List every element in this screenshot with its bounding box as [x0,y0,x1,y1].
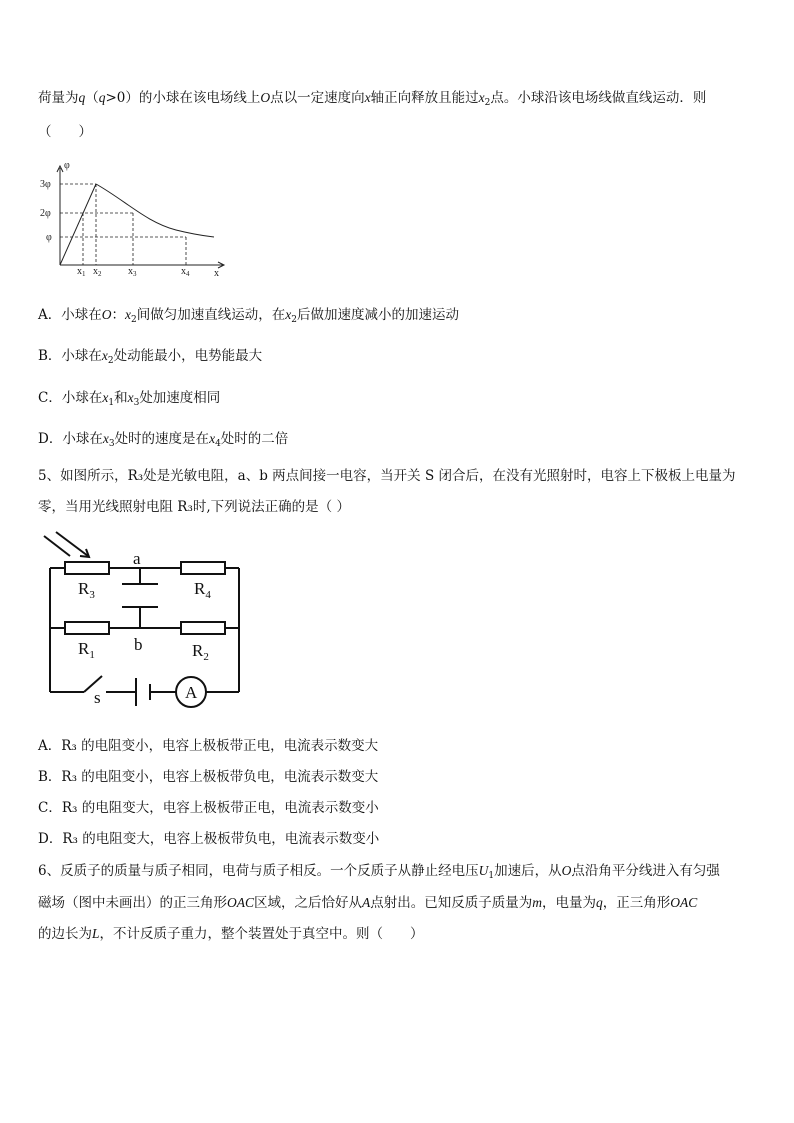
var-q: q [596,895,603,910]
tick-phi: φ [46,232,52,243]
q5-option-c: C．R₃ 的电阻变大，电容上极板带正电，电流表示数变小 [38,800,379,816]
label-ammeter: A [185,683,198,702]
var-O: O [101,307,112,322]
var-x: x [125,307,131,322]
text-segment: 间做匀加速直线运动，在 [136,307,286,323]
linear-segment [60,184,96,265]
var-x: x [285,307,292,322]
text-segment: A．小球在 [38,307,102,323]
q5-option-a: A．R₃ 的电阻变小，电容上极板带正电，电流表示数变大 [38,738,379,754]
var-A: A [362,895,371,910]
resistor-r3 [65,562,109,574]
text-segment: D．小球在 [38,431,103,447]
text-segment: 荷量为 [38,90,79,106]
text-segment: ，电量为 [542,895,596,911]
text-segment: 磁场（图中未画出）的正三角形 [38,895,227,911]
text-segment: 点。小球沿该电场线做直线运动．则 [490,90,707,106]
q6-stem-line2 [38,893,697,913]
subscript: 2 [131,315,137,325]
circuit-diagram [36,530,246,720]
text-segment: 点以一定速度向 [270,90,365,106]
text-segment: B．小球在 [38,348,102,364]
text-segment: 处时的速度是在 [114,431,210,447]
label-s: s [94,688,101,707]
label-r4: $R_4$ [194,579,211,601]
text-segment: >0）的小球在该电场线上 [105,90,261,106]
var-q: q [98,90,106,105]
q4-option-b [38,346,262,371]
q4-stem-line1 [38,88,706,113]
var-O: O [260,90,271,105]
tick-3phi: 3φ [40,179,51,190]
var-x: x [364,90,371,105]
label-r1: $R_1$ [78,639,95,661]
text-segment: 和 [114,390,128,406]
resistor-r4 [181,562,225,574]
var-O: O [561,863,572,878]
q6-stem-line3 [38,924,424,944]
q4-option-c [38,388,220,413]
q4-stem-line2: （ ） [38,124,92,140]
q5-option-d: D．R₃ 的电阻变大，电容上极板带负电，电流表示数变小 [38,831,380,847]
var-L: L [92,926,100,941]
label-b: b [134,635,143,654]
text-segment: 6、反质子的质量与质子相同，电荷与质子相反。一个反质子从静止经电压 [38,863,479,879]
label-r3: $R_3$ [78,579,95,601]
text-segment: ，正三角形 [602,895,671,911]
tick-x4: $x_4$ [181,266,190,278]
tick-2phi: 2φ [40,208,51,219]
tick-x2: $x_2$ [93,266,102,278]
text-segment: ： [111,307,125,323]
label-r2: $R_2$ [192,641,209,663]
q4-option-d [38,429,288,454]
label-a: a [133,549,141,568]
potential-graph [36,156,236,281]
subscript: 4 [215,439,221,449]
text-segment: 轴正向释放且能过 [370,90,479,106]
text-segment: C．小球在 [38,390,103,406]
y-axis-label: φ [64,160,70,171]
var-x: x [478,90,485,105]
text-segment: 加速后，从 [494,863,562,879]
text-segment: 区域，之后恰好从 [254,895,362,911]
q5-stem-line1: 5、如图所示，R₃处是光敏电阻，a、b 两点间接一电容，当开关 S 闭合后，在没有光照射时，电容上下极板上电量为 [38,468,736,484]
decay-curve [96,184,214,237]
text-segment: 的边长为 [38,926,92,942]
subscript: 1 [488,871,495,881]
x-axis-label: x [214,268,219,279]
resistor-r2 [181,622,225,634]
light-ray [56,532,88,556]
text-segment: 处加速度相同 [139,390,221,406]
var-x: x [102,390,109,405]
q5-option-b: B．R₃ 的电阻变小，电容上极板带负电，电流表示数变大 [38,769,379,785]
q5-stem-line2: 零，当用光线照射电阻 R₃时,下列说法正确的是（ ） [38,499,350,515]
resistor-r1 [65,622,109,634]
text-segment: 后做加速度减小的加速运动 [296,307,459,323]
text-segment: 点射出。已知反质子质量为 [370,895,533,911]
var-m: m [532,895,542,910]
subscript: 1 [108,398,115,408]
text-segment: 点沿角平分线进入有匀强 [571,863,720,879]
subscript: 2 [107,356,114,366]
text-segment: （ [85,90,99,106]
var-x: x [209,431,216,446]
subscript: 2 [484,98,491,108]
text-segment: 处时的二倍 [220,431,289,447]
q6-stem-line1 [38,861,720,886]
var-OAC: OAC [227,895,254,910]
var-x: x [102,431,109,446]
text-segment: ，不计反质子重力，整个装置处于真空中。则（ ） [99,926,424,942]
tick-x3: $x_3$ [128,266,137,278]
tick-x1: $x_1$ [77,266,86,278]
subscript: 2 [291,315,297,325]
subscript: 3 [133,398,140,408]
var-x: x [101,348,108,363]
var-x: x [127,390,134,405]
var-U: U [478,863,489,878]
subscript: 3 [108,439,115,449]
q4-option-a [38,305,459,330]
var-OAC: OAC [670,895,698,910]
var-q: q [78,90,86,105]
text-segment: 处动能最小，电势能最大 [113,348,263,364]
